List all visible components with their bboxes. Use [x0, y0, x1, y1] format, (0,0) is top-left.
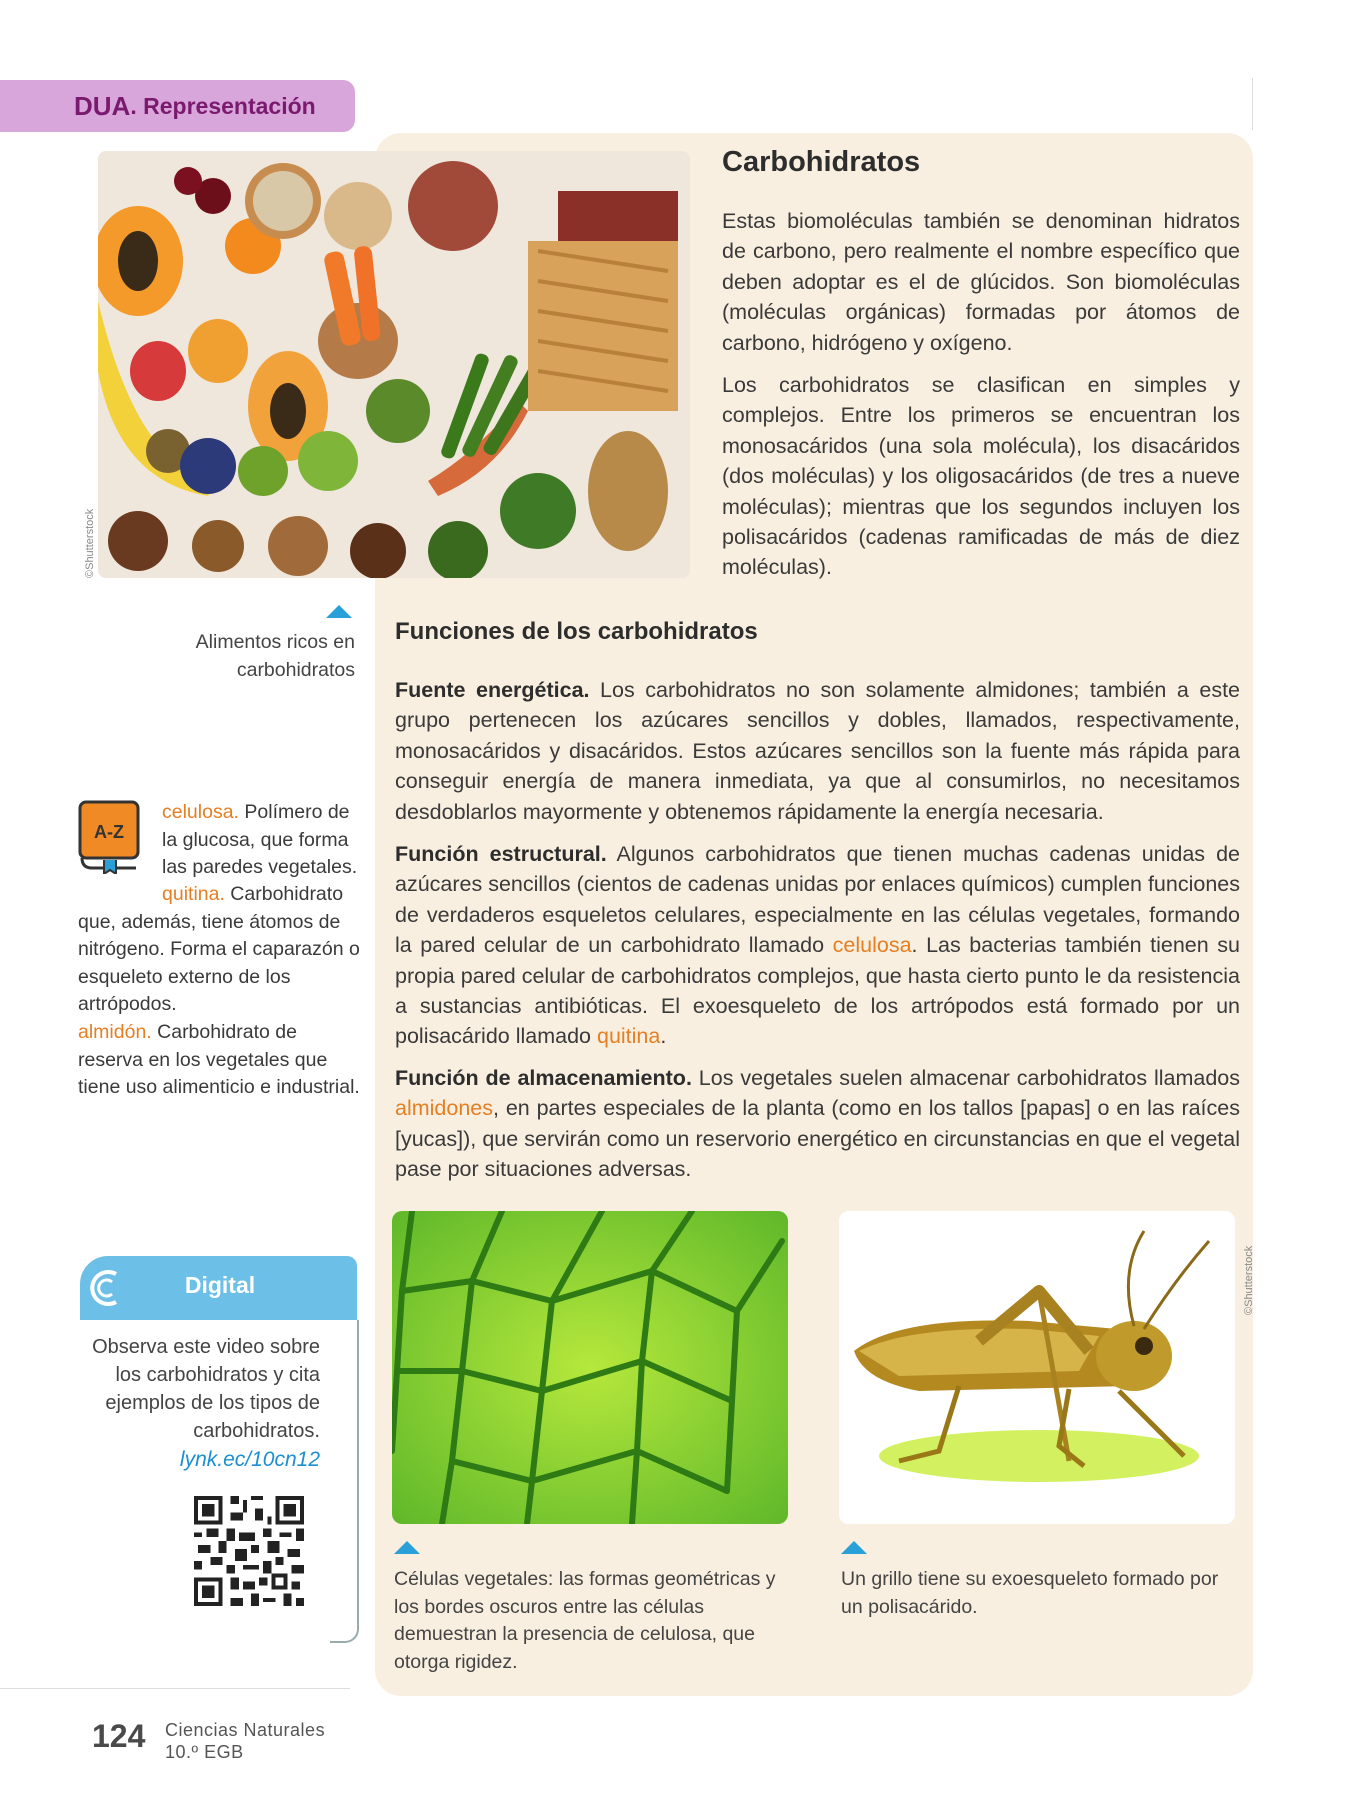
function-text: Los carbohidratos no son solamente almidones; también a este grupo pertenecen los azúcares sencillos y dobles, llamados, respectivamente, monosacáridos y disacáridos. Estos azúcares sencillos son la fuente más rápida para conseguir energía de manera inmediata, ya que al consumirlos, no necesitamos desdoblarlos mayormente y obtenemos rápidamente la energía necesaria.	[395, 678, 1240, 824]
glossary-term-link: almidones	[395, 1096, 493, 1121]
glossary-term-link: quitina	[596, 1024, 661, 1049]
caption-pointer-icon	[841, 1541, 867, 1554]
digital-icon	[82, 1264, 130, 1312]
caption-pointer-icon	[394, 1541, 420, 1554]
caption-pointer-icon	[326, 605, 352, 618]
glossary-definition: Polímero de la glucosa, que forma las paredes vegetales.	[162, 801, 358, 878]
section-tab-strong: DUA	[74, 90, 131, 121]
section-heading: Funciones de los carbohidratos	[395, 618, 758, 645]
section-tab-rest: . Representación	[130, 92, 316, 119]
glossary-definition: Carbohidrato que, además, tiene átomos de nitrógeno. Forma el caparazón o esqueleto externo de los artrópodos.	[78, 883, 360, 1015]
glossary-term: almidón.	[78, 1021, 152, 1043]
footer-subject: Ciencias Naturales	[165, 1720, 326, 1740]
glossary-entry	[162, 799, 358, 882]
function-structural	[395, 839, 1240, 1052]
function-energy	[395, 675, 1240, 827]
function-text: , en partes especiales de la planta (como en los tallos [papas] o en las raíces [yucas]), que servirán como un reservorio energético en circunstancias en que el vegetal pase por situaciones adversas.	[395, 1096, 1240, 1182]
divider	[1252, 78, 1253, 130]
function-text: .	[660, 1024, 667, 1049]
glossary-entry	[78, 881, 360, 1019]
page-title: Carbohidratos	[722, 146, 921, 178]
photo-credit: ©Shutterstock	[1243, 1245, 1255, 1315]
qr-code[interactable]	[190, 1492, 308, 1610]
glossary-term: celulosa.	[162, 801, 239, 823]
function-text: Los vegetales suelen almacenar carbohidratos llamados	[691, 1066, 1240, 1090]
food-caption-line: Alimentos ricos en	[195, 631, 355, 653]
glossary-entry	[78, 1019, 360, 1102]
photo-credit: ©Shutterstock	[84, 508, 96, 578]
food-image	[98, 151, 690, 578]
grasshopper-caption: Un grillo tiene su exoesqueleto formado por un polisacárido.	[841, 1568, 1219, 1618]
function-text: . Las bacterias también tienen su propia pared celular de carbohidratos complejos, que hasta cierto punto le da resistencia a sustancias antibióticas. El exoesqueleto de los artrópodos está formado por un polisacárido llamado	[395, 933, 1240, 1049]
function-label: Función de almacenamiento.	[395, 1066, 692, 1090]
cells-caption: Células vegetales: las formas geométricas y los bordes oscuros entre las células demuestran la presencia de celulosa, que otorga rigidez.	[394, 1568, 776, 1673]
function-label: Función estructural.	[395, 842, 607, 866]
function-label: Fuente energética.	[395, 678, 590, 702]
function-storage	[395, 1063, 1240, 1185]
page-number: 124	[92, 1718, 146, 1754]
footer-divider	[0, 1688, 350, 1689]
glossary-term-link: celulosa	[832, 933, 912, 958]
footer-grade: 10.º EGB	[165, 1742, 244, 1762]
function-text: Algunos carbohidratos que tienen muchas cadenas unidas de azúcares sencillos (cientos de cadenas unidas por enlaces químicos) cumplen funciones de verdaderos esqueletos celulares, especialmente en las células vegetales, formando la pared celular de un carbohidrato llamado	[395, 842, 1240, 958]
section-tab	[0, 80, 355, 132]
digital-link[interactable]: lynk.ec/10cn12	[179, 1448, 320, 1471]
digital-title: Digital	[184, 1272, 256, 1298]
glossary-definition: Carbohidrato de reserva en los vegetales que tiene uso alimenticio e industrial.	[78, 1021, 360, 1098]
intro-paragraph: Los carbohidratos se clasifican en simples y complejos. Entre los primeros se encuentran los monosacáridos (una sola molécula), los disacáridos (dos moléculas) y los oligosacáridos (de tres a nueve moléculas); mientras que los segundos incluyen los polisacáridos (cadenas ramificadas de más de diez moléculas).	[722, 373, 1240, 580]
food-caption-line: carbohidratos	[236, 659, 355, 681]
dictionary-icon	[78, 800, 140, 874]
intro-paragraph: Estas biomoléculas también se denominan hidratos de carbono, pero realmente el nombre específico que deben adoptar es el de glúcidos. Son biomoléculas (moléculas orgánicas) formadas por átomos de carbono, hidrógeno y oxígeno.	[722, 209, 1240, 355]
dictionary-icon-label: A-Z	[94, 822, 124, 842]
plant-cells-image	[392, 1211, 788, 1524]
grasshopper-image	[839, 1211, 1235, 1524]
digital-frame	[330, 1320, 359, 1643]
digital-text: Observa este video sobre los carbohidratos y cita ejemplos de los tipos de carbohidratos.	[92, 1336, 320, 1442]
glossary-term: quitina.	[162, 883, 225, 905]
food-caption	[150, 628, 355, 684]
